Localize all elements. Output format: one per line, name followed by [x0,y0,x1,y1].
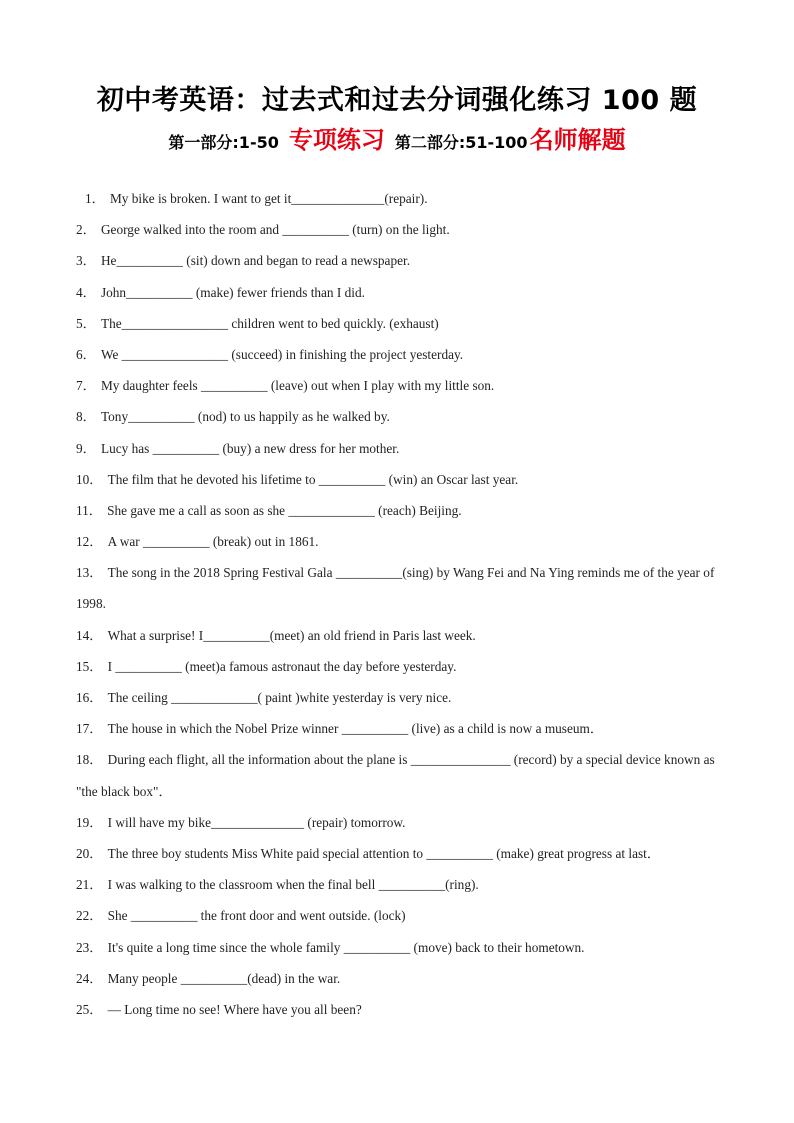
question-number: 24． [76,970,103,986]
question-number: 7． [76,378,96,394]
question-text: The________________ children went to bed quickly. (exhaust) [100,315,439,331]
question-text: A war __________ (break) out in 1861. [107,534,319,550]
question-item [76,744,716,806]
question-text: During each flight, all the information about the plane is _______________ (record) by a special device known as "the black box"． [76,752,715,799]
question-item [76,183,716,214]
question-number: 22． [76,908,103,924]
question-number: 2． [76,222,96,238]
question-item [76,433,716,464]
question-text: What a surprise! I__________(meet) an old friend in Paris last week. [107,627,476,643]
question-number: 14． [76,627,103,643]
question-item [76,464,716,495]
question-number: 11． [76,502,103,518]
question-list [76,183,716,1025]
question-number: 6． [76,346,96,362]
question-text: The ceiling _____________( paint )white yesterday is very nice. [107,690,452,706]
part2-label: 第二部分:51-100 [394,133,528,152]
question-number: 19． [76,814,103,830]
question-number: 3． [76,253,96,269]
question-item [76,401,716,432]
question-number: 9． [76,440,96,456]
question-item [76,900,716,931]
question-item [76,713,716,744]
question-text: Tony__________ (nod) to us happily as he walked by. [100,409,390,425]
question-number: 12． [76,534,103,550]
question-item [76,495,716,526]
question-text: George walked into the room and __________ (turn) on the light. [100,222,450,238]
question-number: 25． [76,1001,103,1017]
question-item [76,994,716,1025]
question-item [76,651,716,682]
part2-highlight: 名师解题 [529,126,626,154]
question-text: We ________________ (succeed) in finishing the project yesterday. [100,346,464,362]
question-text: I will have my bike______________ (repair) tomorrow. [107,814,406,830]
question-text: The song in the 2018 Spring Festival Gala __________(sing) by Wang Fei and Na Ying reminds me of the year of 1998. [76,565,715,612]
question-text: My daughter feels __________ (leave) out when I play with my little son. [100,378,495,394]
page-subtitle [0,120,794,155]
question-number: 4． [76,284,96,300]
question-number: 8． [76,409,96,425]
question-item [76,214,716,245]
question-number: 17． [76,721,103,737]
question-number: 5． [76,315,96,331]
question-item [76,682,716,713]
question-text: He__________ (sit) down and began to read a newspaper. [100,253,411,269]
question-text: Many people __________(dead) in the war. [107,970,341,986]
question-number: 1． [85,191,105,206]
question-text: — Long time no see! Where have you all been? [107,1001,362,1017]
question-item [76,620,716,651]
question-number: 15． [76,658,103,674]
question-number: 20． [76,846,103,861]
question-text: I was walking to the classroom when the final bell __________(ring). [107,877,479,893]
question-item [76,557,716,619]
question-text: She gave me a call as soon as she _____________ (reach) Beijing. [107,502,462,518]
question-item [76,963,716,994]
question-text: I __________ (meet)a famous astronaut the day before yesterday. [107,658,457,674]
page-title: 初中考英语：过去式和过去分词强化练习 100 题 [96,85,698,116]
question-text: The three boy students Miss White paid special attention to __________ (make) great progress at last． [107,846,661,861]
question-item [76,277,716,308]
question-text: She __________ the front door and went outside. (lock) [107,908,406,924]
question-item [76,245,716,276]
part1-label: 第一部分:1-50 [168,133,279,152]
question-item [76,339,716,370]
question-text: The house in which the Nobel Prize winner __________ (live) as a child is now a museum． [107,721,604,737]
question-item [76,838,716,869]
question-item [76,370,716,401]
question-text: The film that he devoted his lifetime to __________ (win) an Oscar last year. [107,471,519,487]
question-number: 18． [76,752,103,768]
question-text: It's quite a long time since the whole family __________ (move) back to their hometown. [107,939,585,955]
question-item [76,932,716,963]
question-number: 16． [76,690,103,706]
part1-highlight: 专项练习 [288,126,385,154]
question-number: 13． [76,565,103,581]
question-item [76,869,716,900]
question-item [76,526,716,557]
question-text: John__________ (make) fewer friends than I did. [100,284,365,300]
question-text: Lucy has __________ (buy) a new dress for her mother. [100,440,400,456]
question-number: 21． [76,877,103,893]
question-item [76,308,716,339]
question-item [76,807,716,838]
question-number: 10． [76,471,103,487]
question-text: My bike is broken. I want to get it______________(repair). [109,191,428,206]
question-number: 23． [76,939,103,955]
